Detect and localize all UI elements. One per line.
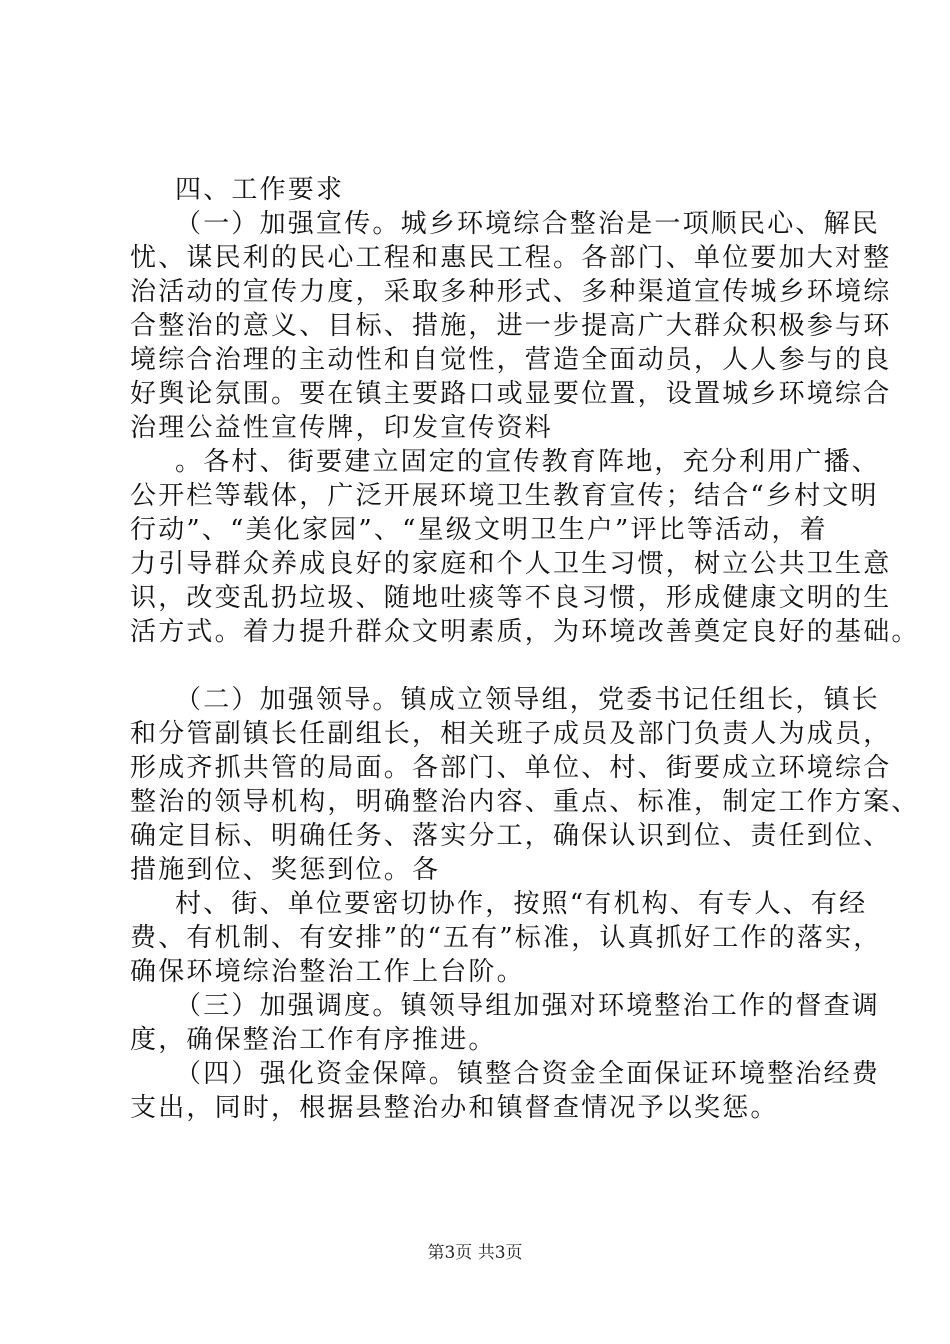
paragraph-line: 度，确保整治工作有序推进。: [130, 1025, 497, 1055]
paragraph-line: 村、街、单位要密切协作，按照“有机构、有专人、有经: [175, 889, 868, 919]
paragraph-line: 力引导群众养成良好的家庭和个人卫生习惯，树立公共卫生意: [130, 549, 892, 579]
paragraph-line: 好舆论氛围。要在镇主要路口或显要位置，设置城乡环境综合: [130, 379, 892, 409]
page-number-footer: 第3页 共3页: [427, 1243, 523, 1263]
paragraph-line: 治活动的宣传力度，采取多种形式、多种渠道宣传城乡环境综: [130, 277, 892, 307]
paragraph-line: 和分管副镇长任副组长，相关班子成员及部门负责人为成员，: [130, 719, 892, 749]
paragraph-line: 整治的领导机构，明确整治内容、重点、标准，制定工作方案、: [130, 787, 920, 817]
paragraph-line: 措施到位、奖惩到位。各: [130, 855, 441, 885]
paragraph-line: （四）强化资金保障。镇整合资金全面保证环境整治经费: [175, 1059, 881, 1089]
paragraph-line: （二）加强领导。镇成立领导组，党委书记任组长，镇长: [175, 685, 881, 715]
paragraph-line: （一）加强宣传。城乡环境综合整治是一项顺民心、解民: [175, 209, 881, 239]
section-heading: 四、工作要求: [175, 175, 345, 205]
paragraph-line: 公开栏等载体，广泛开展环境卫生教育宣传；结合“乡村文明: [130, 481, 879, 511]
paragraph-line: 。各村、街要建立固定的宣传教育阵地，充分利用广播、: [175, 447, 881, 477]
paragraph-line: 识，改变乱扔垃圾、随地吐痰等不良习惯，形成健康文明的生: [130, 583, 892, 613]
paragraph-line: 治理公益性宣传牌，印发宣传资料: [130, 413, 554, 443]
paragraph-line: 支出，同时，根据县整治办和镇督查情况予以奖惩。: [130, 1093, 779, 1123]
paragraph-line: 费、有机制、有安排”的“五有”标准，认真抓好工作的落实，: [130, 923, 882, 953]
paragraph-line: 确定目标、明确任务、落实分工，确保认识到位、责任到位、: [130, 821, 892, 851]
paragraph-line: 境综合治理的主动性和自觉性，营造全面动员，人人参与的良: [130, 345, 892, 375]
paragraph-line: 确保环境综治整治工作上台阶。: [130, 957, 525, 987]
paragraph-line: 行动”、“美化家园”、“星级文明卫生户”评比等活动，着: [130, 515, 828, 545]
paragraph-line: 合整治的意义、目标、措施，进一步提高广大群众积极参与环: [130, 311, 892, 341]
paragraph-line: 活方式。着力提升群众文明素质，为环境改善奠定良好的基础。: [130, 617, 920, 647]
paragraph-line: 忧、谋民利的民心工程和惠民工程。各部门、单位要加大对整: [130, 243, 892, 273]
paragraph-line: （三）加强调度。镇领导组加强对环境整治工作的督查调: [175, 991, 881, 1021]
paragraph-line: 形成齐抓共管的局面。各部门、单位、村、街要成立环境综合: [130, 753, 892, 783]
